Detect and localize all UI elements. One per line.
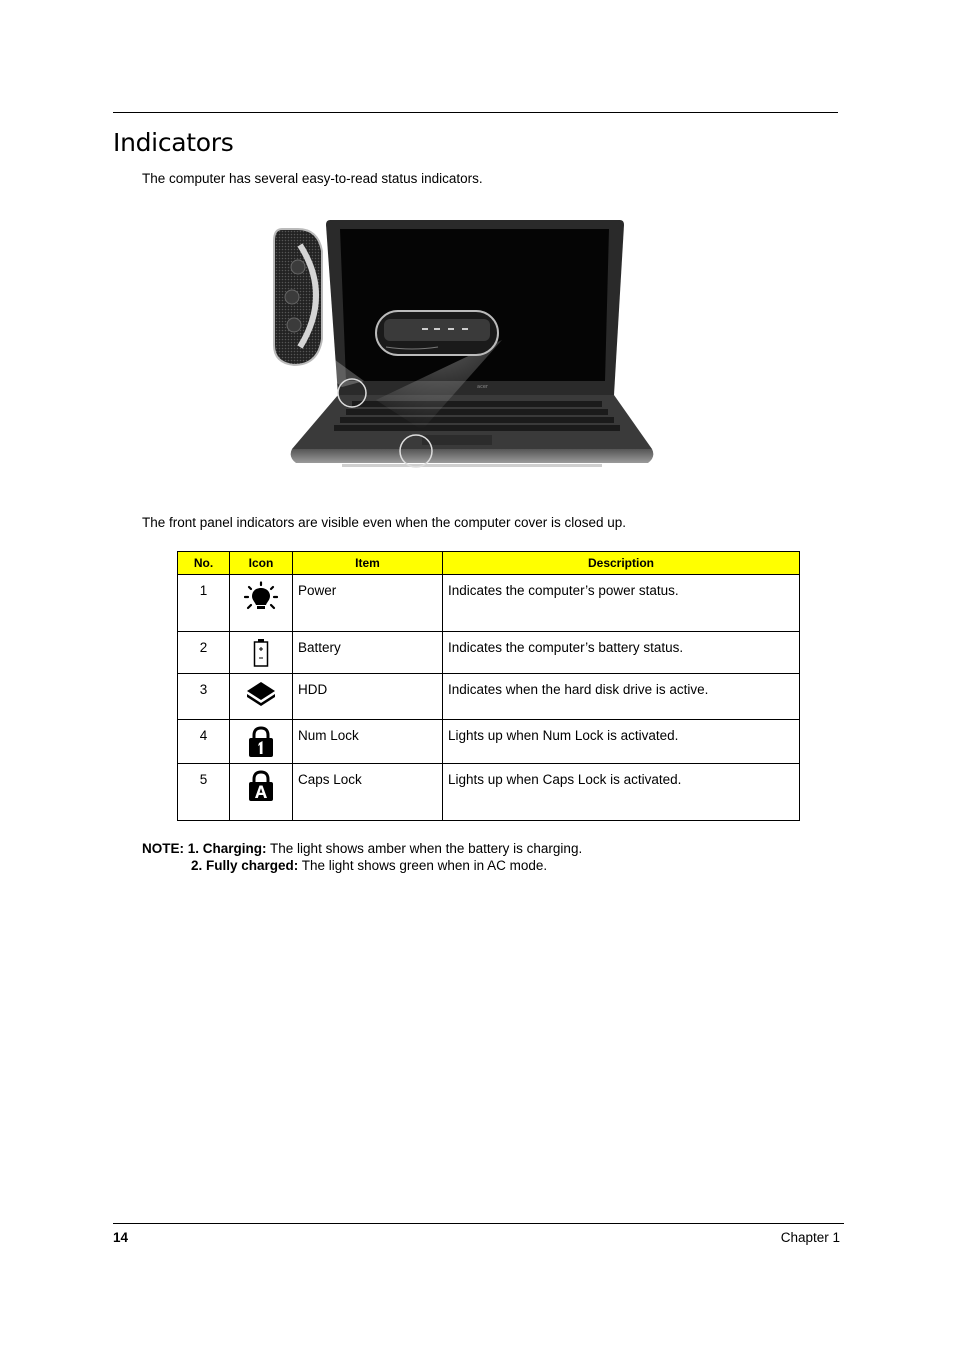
- row-description: Lights up when Caps Lock is activated.: [443, 764, 800, 821]
- row-description: Lights up when Num Lock is activated.: [443, 720, 800, 764]
- header-no: No.: [178, 552, 230, 575]
- row-item: Num Lock: [293, 720, 443, 764]
- row-no: 1: [178, 575, 230, 632]
- row-item: Caps Lock: [293, 764, 443, 821]
- chapter-label: Chapter 1: [780, 1230, 840, 1245]
- caps-lock-icon: [247, 770, 275, 802]
- table-row: [178, 632, 800, 674]
- num-lock-icon: [247, 726, 275, 758]
- note-item1-label: 1. Charging:: [187, 841, 267, 856]
- note-item2-label: 2. Fully charged:: [191, 858, 299, 873]
- row-no: 2: [178, 632, 230, 674]
- note-line-1: [142, 840, 582, 857]
- header-description: Description: [443, 552, 800, 575]
- note-item2-text: The light shows green when in AC mode.: [298, 858, 548, 873]
- laptop-indicators-illustration: [272, 215, 657, 473]
- row-item: HDD: [293, 674, 443, 720]
- indicators-table: [177, 551, 800, 821]
- table-row: [178, 764, 800, 821]
- note-item1-text: The light shows amber when the battery is charging.: [266, 841, 583, 856]
- row-description: Indicates the computer’s battery status.: [443, 632, 800, 674]
- table-row: [178, 720, 800, 764]
- intro-text: The computer has several easy-to-read status indicators.: [142, 171, 483, 186]
- table-row: [178, 575, 800, 632]
- row-description: Indicates the computer’s power status.: [443, 575, 800, 632]
- row-item: Power: [293, 575, 443, 632]
- top-rule: [113, 112, 838, 113]
- note-line-2: [142, 857, 582, 874]
- note-prefix: NOTE:: [142, 841, 184, 856]
- table-row: [178, 674, 800, 720]
- bottom-rule: [113, 1223, 844, 1224]
- power-icon: [244, 581, 278, 615]
- page-number: 14: [113, 1230, 129, 1245]
- header-icon: Icon: [230, 552, 293, 575]
- hdd-icon: [245, 680, 277, 710]
- battery-icon: [252, 638, 270, 668]
- front-panel-text: The front panel indicators are visible even when the computer cover is closed up.: [142, 515, 627, 530]
- row-no: 5: [178, 764, 230, 821]
- row-description: Indicates when the hard disk drive is active.: [443, 674, 800, 720]
- header-item: Item: [293, 552, 443, 575]
- row-no: 4: [178, 720, 230, 764]
- svg-text:acer: acer: [477, 384, 488, 390]
- page-title: Indicators: [113, 128, 234, 157]
- note-block: [142, 840, 582, 874]
- row-item: Battery: [293, 632, 443, 674]
- table-header-row: [178, 552, 800, 575]
- row-no: 3: [178, 674, 230, 720]
